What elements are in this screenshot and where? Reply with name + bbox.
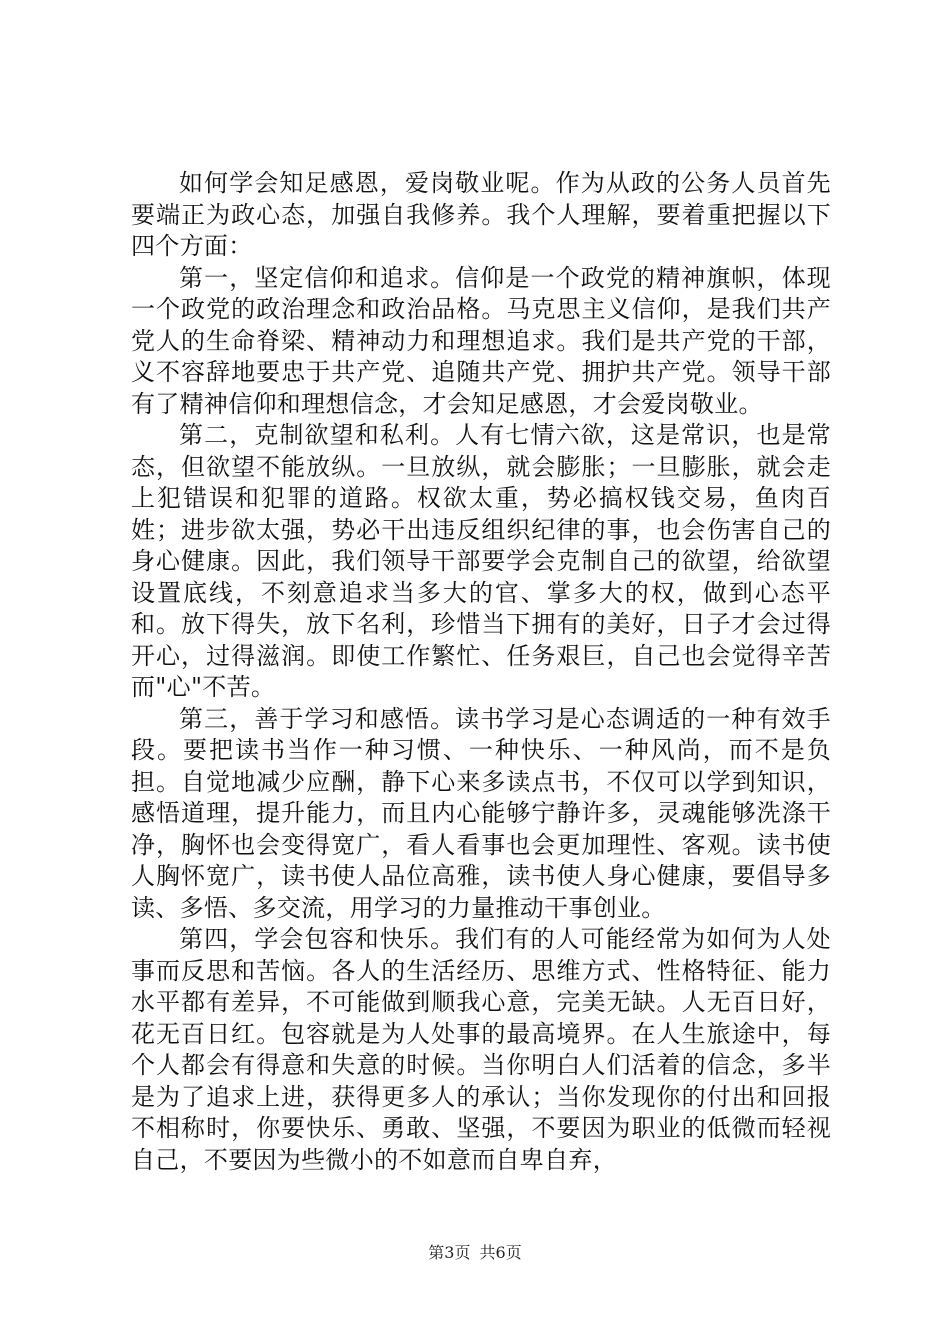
document-body <box>131 168 831 1176</box>
page-total: 共6页 <box>479 1243 522 1262</box>
page-number: 第3页 <box>428 1243 471 1262</box>
paragraph-second-point: 第二，克制欲望和私利。人有七情六欲，这是常识，也是常态，但欲望不能放纵。一旦放纵，就会膨胀；一旦膨胀，就会走上犯错误和犯罪的道路。权欲太重，势必搞权钱交易，鱼肉百姓；进步欲太强，势必干出违反组织纪律的事，也会伤害自己的身心健康。因此，我们领导干部要学会克制自己的欲望，给欲望设置底线，不刻意追求当多大的官、掌多大的权，做到心态平和。放下得失，放下名利，珍惜当下拥有的美好，日子才会过得开心，过得滋润。即使工作繁忙、任务艰巨，自己也会觉得辛苦而"心"不苦。 <box>131 421 831 701</box>
page-footer <box>0 1243 950 1263</box>
paragraph-third-point: 第三，善于学习和感悟。读书学习是心态调适的一种有效手段。要把读书当作一种习惯、一种快乐、一种风尚，而不是负担。自觉地减少应酬，静下心来多读点书，不仅可以学到知识，感悟道理，提升能力，而且内心能够宁静许多，灵魂能够洗涤干净，胸怀也会变得宽广，看人看事也会更加理性、客观。读书使人胸怀宽广，读书使人品位高雅，读书使人身心健康，要倡导多读、多悟、多交流，用学习的力量推动干事创业。 <box>131 704 831 922</box>
paragraph-intro: 如何学会知足感恩，爱岗敬业呢。作为从政的公务人员首先要端正为政心态，加强自我修养。我个人理解，要着重把握以下四个方面： <box>131 169 831 260</box>
paragraph-fourth-point: 第四，学会包容和快乐。我们有的人可能经常为如何为人处事而反思和苦恼。各人的生活经历、思维方式、性格特征、能力水平都有差异，不可能做到顺我心意，完美无缺。人无百日好，花无百日红。包容就是为人处事的最高境界。在人生旅途中，每个人都会有得意和失意的时候。当你明白人们活着的信念，多半是为了追求上进，获得更多人的承认；当你发现你的付出和回报不相称时，你要快乐、勇敢、坚强，不要因为职业的低微而轻视自己，不要因为些微小的不如意而自卑自弃， <box>131 925 831 1174</box>
paragraph-first-point: 第一，坚定信仰和追求。信仰是一个政党的精神旗帜，体现一个政党的政治理念和政治品格。马克思主义信仰，是我们共产党人的生命脊梁、精神动力和理想追求。我们是共产党的干部，义不容辞地要忠于共产党、追随共产党、拥护共产党。领导干部有了精神信仰和理想信念，才会知足感恩，才会爱岗敬业。 <box>131 263 831 418</box>
